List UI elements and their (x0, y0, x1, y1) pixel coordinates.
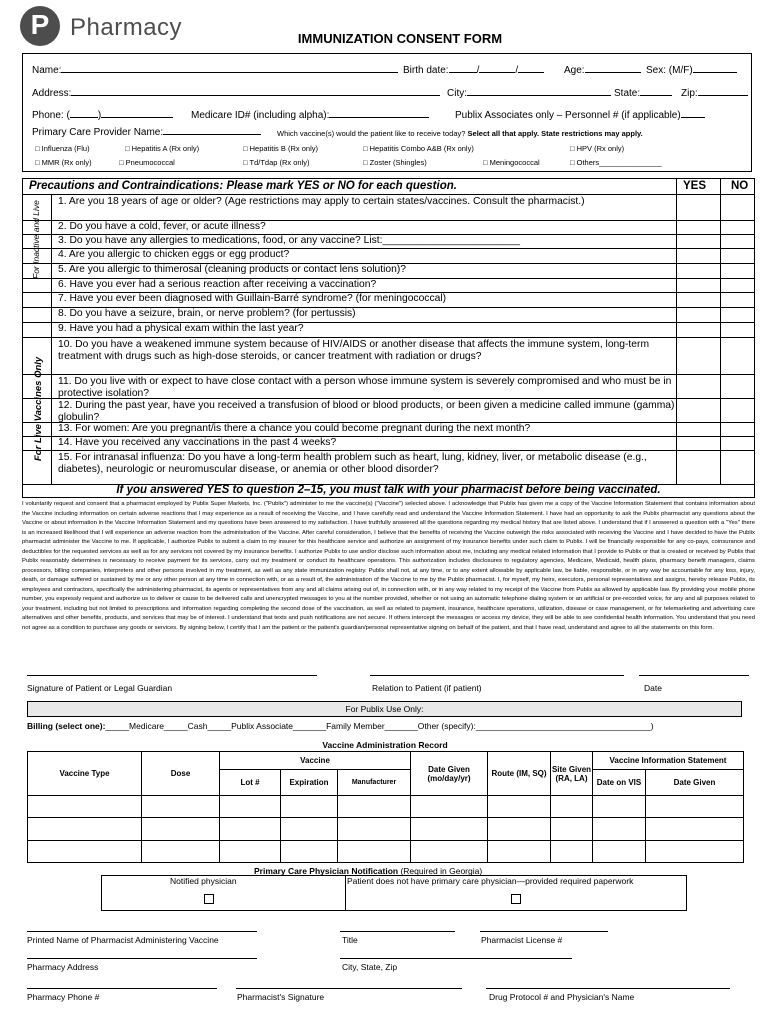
question-row[interactable]: 13. For women: Are you pregnant/is there a chance you could become pregnant during the next month? (23, 422, 754, 437)
no-pcp-checkbox[interactable] (511, 894, 521, 904)
question-row[interactable]: 11. Do you live with or expect to have close contact with a person whose immune system is severely compromised and who must be in protective isolation? (23, 374, 754, 400)
precautions-footer: If you answered YES to question 2–15, you must talk with your pharmacist before being vaccinated. (116, 484, 661, 496)
name-field[interactable]: Name: (32, 65, 398, 76)
precautions-header: Precautions and Contraindications: Please mark YES or NO for each question. (29, 180, 457, 192)
pharmacy-phone-line[interactable] (27, 988, 217, 989)
pharmacy-address-label: Pharmacy Address (27, 962, 99, 972)
question-row[interactable]: 14. Have you received any vaccinations in the past 4 weeks? (23, 436, 754, 451)
pharmacist-signature-label: Pharmacist's Signature (237, 992, 325, 1002)
title-line[interactable] (340, 931, 455, 932)
col-manufacturer: Manufacturer (338, 770, 411, 796)
option-td-tdap[interactable]: □ Td/Tdap (Rx only) (243, 158, 310, 167)
col-date-on-vis: Date on VIS (593, 770, 646, 796)
patient-signature-label: Signature of Patient or Legal Guardian (27, 683, 173, 693)
option-meningococcal[interactable]: □ Meningococcal (483, 158, 540, 167)
question-row[interactable]: 1. Are you 18 years of age or older? (Age restrictions may apply to certain states/vaccines. Consult the pharmacist.) (23, 194, 754, 223)
license-line[interactable] (480, 931, 608, 932)
question-row[interactable]: 10. Do you have a weakened immune system because of HIV/AIDS or another disease that affects the immune system, long-term treatment with drugs such as high-dose steroids, or cancer treatment with radiation or drugs? (23, 337, 754, 376)
record-row[interactable] (28, 840, 744, 862)
patient-info-box (22, 53, 752, 172)
option-pneumococcal[interactable]: □ Pneumococcal (119, 158, 175, 167)
medicare-id-field[interactable]: Medicare ID# (including alpha): (191, 110, 429, 121)
relation-line[interactable] (370, 675, 624, 676)
pharmacist-name-label: Printed Name of Pharmacist Administering Vaccine (27, 935, 219, 945)
option-hpv[interactable]: □ HPV (Rx only) (570, 144, 625, 153)
relation-label: Relation to Patient (if patient) (372, 683, 482, 693)
col-dose: Dose (142, 752, 220, 796)
address-field[interactable]: Address: (32, 88, 440, 99)
personnel-number-field[interactable]: Publix Associates only – Personnel # (if applicable) (455, 110, 705, 121)
side-label-live-only: For Live Vaccines Only (33, 356, 44, 461)
pcp-notification-box (101, 875, 687, 911)
title-label: Title (342, 935, 358, 945)
question-row[interactable]: 15. For intranasal influenza: Do you have a long-term health problem such as heart, lung, kidney, liver, or metabolic disease (e.g., diabetes), neurologic or neuromuscular disease, or anemia or other blood disorder? (23, 450, 754, 485)
side-label-inactive-live: For Inactive and Live (31, 200, 41, 279)
city-field[interactable]: City: (447, 88, 611, 99)
col-lot: Lot # (220, 770, 281, 796)
date-line[interactable] (639, 675, 749, 676)
city-state-zip-label: City, State, Zip (342, 962, 398, 972)
billing-line[interactable]: Billing (select one):_____Medicare_____Cash_____Publix Associate_______Family Member_______Other (specify):_____________________________________) (27, 721, 654, 731)
option-mmr[interactable]: □ MMR (Rx only) (35, 158, 92, 167)
option-hepatitis-b[interactable]: □ Hepatitis B (Rx only) (243, 144, 318, 153)
age-field[interactable]: Age: (564, 65, 641, 76)
notification-divider (345, 876, 346, 910)
protocol-label: Drug Protocol # and Physician's Name (489, 992, 635, 1002)
col-vis: Vaccine Information Statement (593, 752, 744, 770)
col-expiration: Expiration (281, 770, 338, 796)
pcp-field[interactable]: Primary Care Provider Name: (32, 127, 261, 138)
notified-physician-label: Notified physician (170, 876, 237, 886)
col-vis-date-given: Date Given (646, 770, 744, 796)
option-zoster[interactable]: □ Zoster (Shingles) (363, 158, 427, 167)
question-row[interactable]: 6. Have you ever had a serious reaction after receiving a vaccination? (23, 278, 754, 293)
patient-signature-line[interactable] (27, 675, 317, 676)
option-hepatitis-a[interactable]: □ Hepatitis A (Rx only) (125, 144, 200, 153)
col-vaccine: Vaccine (220, 752, 411, 770)
option-others[interactable]: □ Others_______________ (570, 158, 662, 167)
protocol-line[interactable] (486, 988, 730, 989)
col-vaccine-type: Vaccine Type (28, 752, 142, 796)
state-field[interactable]: State: (614, 88, 672, 99)
notified-physician-checkbox[interactable] (204, 894, 214, 904)
pharmacist-signature-line[interactable] (236, 988, 462, 989)
pharmacy-address-line[interactable] (27, 958, 257, 959)
logo-letter: P (30, 9, 50, 40)
precautions-table (22, 178, 755, 498)
city-state-zip-line[interactable] (340, 958, 572, 959)
question-row[interactable]: 2. Do you have a cold, fever, or acute illness? (23, 220, 754, 235)
option-influenza[interactable]: □ Influenza (Flu) (35, 144, 90, 153)
publix-use-header: For Publix Use Only: (27, 701, 742, 717)
question-row[interactable]: 9. Have you had a physical exam within the last year? (23, 322, 754, 338)
question-row[interactable]: 8. Do you have a seizure, brain, or nerve problem? (for pertussis) (23, 307, 754, 323)
birth-date-field[interactable]: Birth date: / / (403, 65, 544, 76)
vaccine-record-table (27, 751, 744, 863)
pcp-notification-title: Primary Care Physician Notification (Required in Georgia) (254, 866, 483, 876)
col-date-given: Date Given (mo/day/yr) (411, 752, 488, 796)
vaccine-prompt: Which vaccine(s) would the patient like to receive today? Select all that apply. State restrictions may apply. (277, 129, 643, 138)
question-row[interactable]: 5. Are you allergic to thimerosal (cleaning products or contact lens solution)? (23, 263, 754, 279)
date-label: Date (644, 683, 662, 693)
question-row[interactable]: 4. Are you allergic to chicken eggs or egg product? (23, 248, 754, 264)
license-label: Pharmacist License # (481, 935, 563, 945)
yes-header: YES (683, 180, 707, 192)
pharmacy-phone-label: Pharmacy Phone # (27, 992, 100, 1002)
record-row[interactable] (28, 818, 744, 840)
record-title: Vaccine Administration Record (322, 740, 448, 750)
col-site: Site Given (RA, LA) (551, 752, 593, 796)
no-header: NO (731, 180, 749, 192)
page-title: IMMUNIZATION CONSENT FORM (297, 31, 503, 46)
sex-field[interactable]: Sex: (M/F) (646, 65, 737, 76)
question-row[interactable]: 3. Do you have any allergies to medications, food, or any vaccine? List:________________________ (23, 234, 754, 249)
pharmacist-name-line[interactable] (27, 931, 257, 932)
col-route: Route (IM, SQ) (488, 752, 551, 796)
option-hepatitis-combo[interactable]: □ Hepatitis Combo A&B (Rx only) (363, 144, 474, 153)
no-pcp-label: Patient does not have primary care physician—provided required paperwork (347, 876, 634, 886)
brand-name: Pharmacy (70, 14, 183, 41)
phone-field[interactable]: Phone: ( ) (32, 110, 173, 121)
zip-field[interactable]: Zip: (681, 88, 748, 99)
record-row[interactable] (28, 796, 744, 818)
question-row[interactable]: 12. During the past year, have you received a transfusion of blood or blood products, or been given a medicine called immune (gamma) globulin? (23, 398, 754, 424)
consent-paragraph: I voluntarily request and consent that a pharmacist employed by Publix Super Markets, Inc. ("Publix") administer to me the vaccine(s) ("Vaccine") selected above. I acknowledge that Publix has given me a copy of the Vaccine Information Statement that contains information about the Vaccine including information on certain adverse reactions that I may experience as a result of receiving the Vaccine, and I have carefully read and understand the Vaccine Information Statement. I have had an opportunity to ask the Publix pharmacist any questions about the Vaccine or about information in the Vaccine Information Statement and my questions have been answered to my satisfaction. I have truthfully answered all the questions regarding my medical history that are listed above. I understand that if I answered a question with a "Yes" there is an increased likelihood that I will experience an adverse reaction from the administration of the Vaccine. After careful consideration, I believe that the benefits of receiving the Vaccine outweigh the risks associated with receiving the Vaccine and I have decided to have the Publix pharmacist administer the Vaccine to me. If applicable, I authorize Publix to submit a claim to my insurer for this healthcare service and authorize an assignment of my insurance benefits under such claim to Publix. I will be financially responsible for any co-pays, coinsurance and deductibles for the requested services as well as for any services not covered by my insurance benefits. I authorize Publix to use and/or disclose such information about me, including any medical related information that I provide to Publix or that is created or received by Publix that Publix reasonably determines is necessary to receive payment for its services, carry out my treatment or conduct its healthcare operations. This authorization includes disclosures to regulatory agencies, Medicare, Medicaid, health plans, pharmacy benefit managers, claims processors, billing companies, interpreters and other persons involved in my treatment, as well as any state immunization registry. Publix shall not, at any time, or to any extent allowable by applicable law, be liable, responsible, or in any way be accountable for any loss, injury, death, or damage suffered or sustained by me or any other person at any time in connection with, or as a result of, the administration of the Vaccine to me by the Publix pharmacist. I, for myself, my heirs, executors, personal representatives and assigns, hereby release Publix, its employees and contractors, specifically the administering pharmacist, its agents or representatives from any and all claims arising out of, in connection with, or in any way related to my receipt of the Vaccine from Publix as allowed by applicable law. By providing your mobile phone number, you expressly request and authorize us to deliver or cause to be delivered calls and unencrypted messages to you at the number provided, whether or not using an automatic telephone dialing system or an artificial or pre-recorded voice, for any and all purposes related to your treatment, including but not limited to prescriptions and information regarding completing the second dose of the vaccination, as well as related to payment, insurance, healthcare operations, utilization, disease or case management, or for telemarketing and advertising care alternatives and other benefits, products, and services that may be of interest. I understand that texts and push notifications are not secure. If others intercept the messages or access my device, they will be able to see confidential health information. You understand that you need not agree as a condition to purchase any goods or services. By signing below, I certify that I am the patient or the patient's guardian/personal representative signing on behalf of the patient, and that I have read, understand and agree to all the statements on this form. (22, 501, 755, 631)
question-row[interactable]: 7. Have you ever been diagnosed with Guillain-Barré syndrome? (for meningococcal) (23, 292, 754, 308)
